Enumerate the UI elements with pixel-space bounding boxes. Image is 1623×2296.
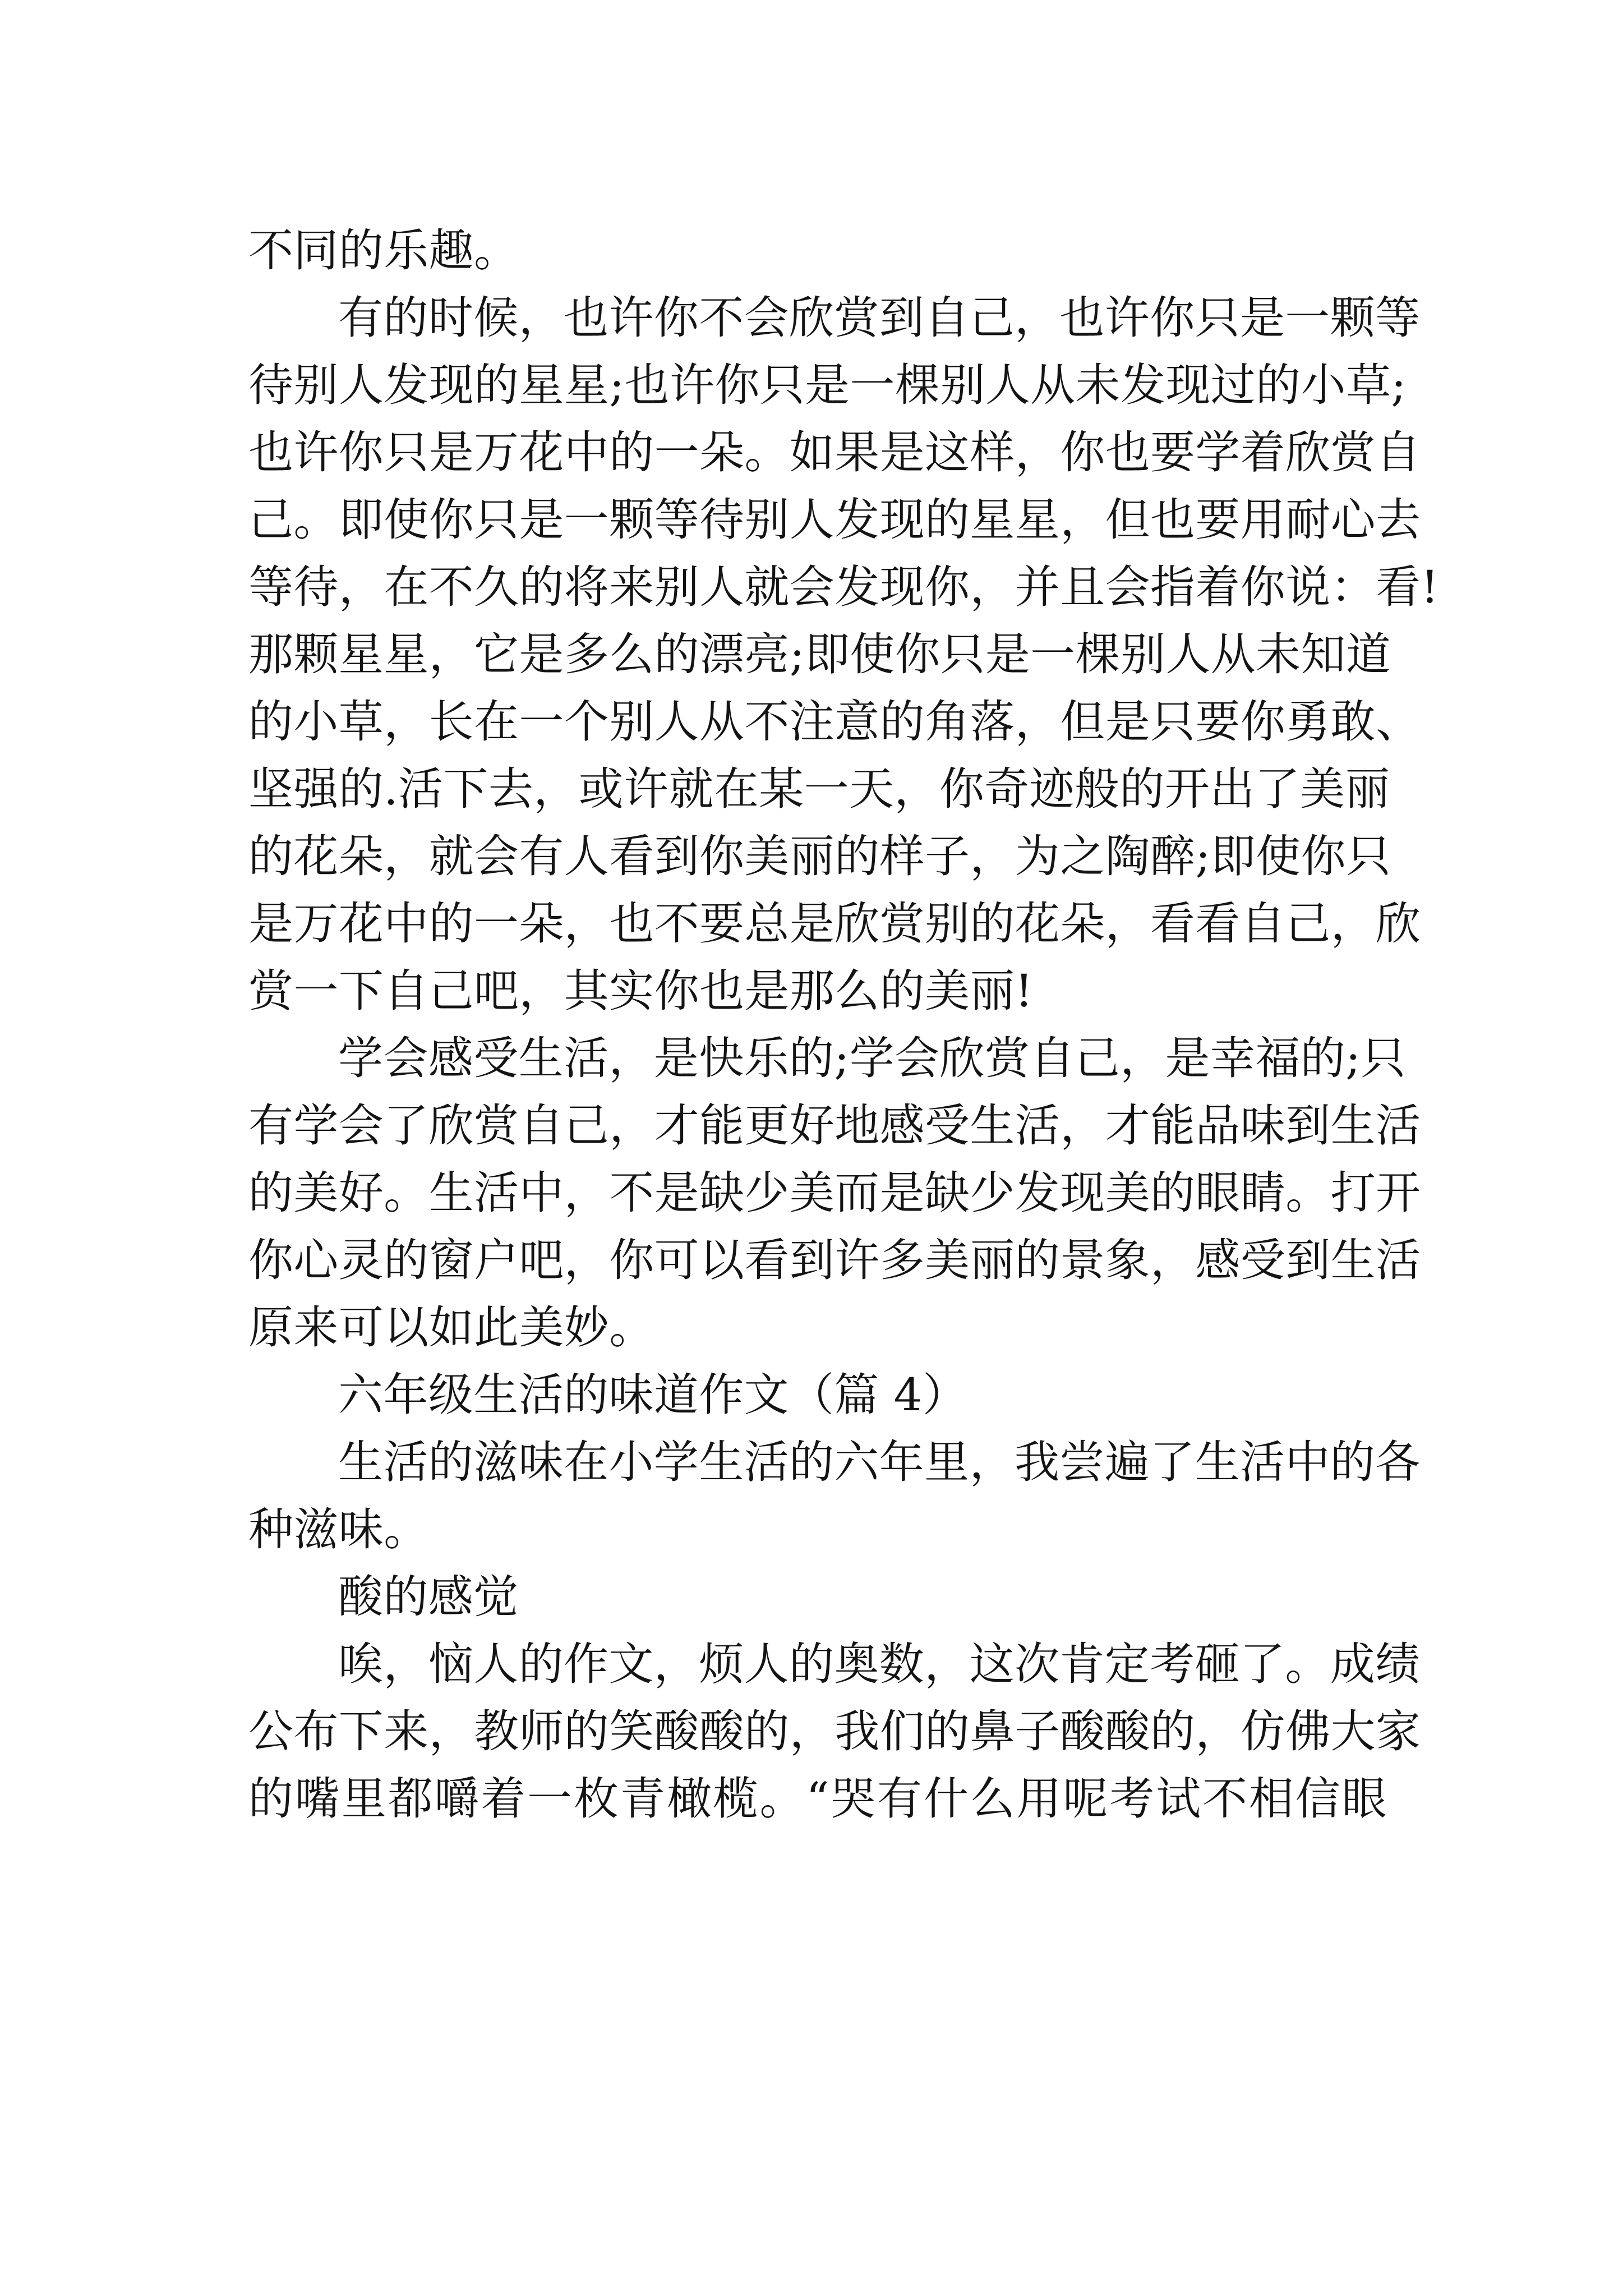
text-line: 不同的乐趣。 <box>248 224 519 277</box>
text-line: 那颗星星，它是多么的漂亮;即使你只是一棵别人从未知道 <box>248 628 1391 680</box>
text-line: 原来可以如此美妙。 <box>248 1301 654 1354</box>
text-line: 坚强的.活下去，或许就在某一天，你奇迹般的开出了美丽 <box>248 763 1390 815</box>
paragraph-first-line: 生活的滋味在小学生活的六年里，我尝遍了生活中的各 <box>338 1436 1421 1488</box>
text-line: 你心灵的窗户吧，你可以看到许多美丽的景象，感受到生活 <box>248 1234 1421 1286</box>
section-heading: 六年级生活的味道作文（篇 4） <box>338 1369 968 1421</box>
text-line: 有学会了欣赏自己，才能更好地感受生活，才能品味到生活 <box>248 1099 1421 1152</box>
text-line: 己。即使你只是一颗等待别人发现的星星，但也要用耐心去 <box>248 494 1421 546</box>
text-line: 是万花中的一朵，也不要总是欣赏别的花朵，看看自己，欣 <box>248 898 1421 950</box>
text-line: 的小草，长在一个别人从不注意的角落，但是只要你勇敢、 <box>248 696 1421 748</box>
text-line: 待别人发现的星星;也许你只是一棵别人从未发现过的小草; <box>248 359 1407 411</box>
text-line: 公布下来，教师的笑酸酸的，我们的鼻子酸酸的，仿佛大家 <box>248 1705 1421 1757</box>
subsection-heading: 酸的感觉 <box>338 1571 519 1623</box>
text-line: 的美好。生活中，不是缺少美而是缺少发现美的眼睛。打开 <box>248 1167 1421 1219</box>
paragraph-first-line: 有的时候，也许你不会欣赏到自己，也许你只是一颗等 <box>338 292 1421 344</box>
text-line: 种滋味。 <box>248 1503 429 1556</box>
text-line: 等待，在不久的将来别人就会发现你，并且会指着你说：看! <box>248 561 1439 613</box>
paragraph-first-line: 唉，恼人的作文，烦人的奥数，这次肯定考砸了。成绩 <box>338 1638 1421 1690</box>
text-line: 也许你只是万花中的一朵。如果是这样，你也要学着欣赏自 <box>248 426 1421 478</box>
text-line: 赏一下自己吧，其实你也是那么的美丽! <box>248 965 1034 1017</box>
text-line: 的嘴里都嚼着一枚青橄榄。“哭有什么用呢考试不相信眼 <box>248 1773 1387 1825</box>
text-line: 的花朵，就会有人看到你美丽的样子，为之陶醉;即使你只 <box>248 830 1391 882</box>
paragraph-first-line: 学会感受生活，是快乐的;学会欣赏自己，是幸福的;只 <box>338 1032 1406 1084</box>
